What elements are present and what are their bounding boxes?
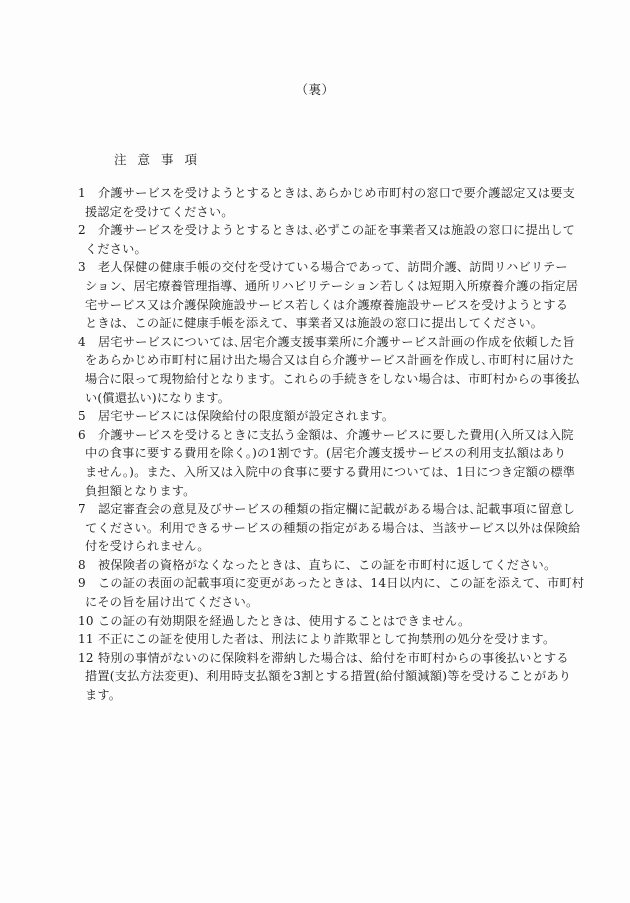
note-line: この証の表面の記載事項に変更があったときは、14日以内に、この証を添えて、市町村 [98,576,585,591]
note-text [85,221,576,258]
note-number: 1 [78,186,86,200]
note-number: 11 [78,632,94,647]
note-item [78,221,576,258]
note-number: 2 [78,223,86,238]
note-item [78,184,576,221]
note-line: 居宅サービスについては､居宅介護支援事業所に介護サービス計画の作成を依頼した旨 [98,334,575,349]
note-line: 介護サービスを受けるときに支払う金額は、介護サービスに要した費用(入所又は入院 [98,427,574,442]
note-line: てください。利用できるサービスの種類の指定がある場合は、当該サービス以外は保険給 [85,520,581,535]
note-text [85,333,580,407]
note-text [98,407,546,426]
note-text [98,612,546,631]
note-item [78,333,580,407]
note-text [85,184,576,221]
note-item [78,630,556,649]
note-item [78,649,572,705]
note-number: 9 [78,576,86,591]
note-line: 援認定を受けてください。 [85,204,234,219]
note-line: 宅サービス又は介護保険施設サービス若しくは介護療養施設サービスを受けようとする [85,297,569,312]
note-line: この証の有効期限を経過したときは、使用することはできません。 [98,613,471,628]
note-line: 不正にこの証を使用した者は、刑法により詐欺罪として拘禁刑の処分を受けます。 [98,632,556,647]
note-text [85,574,585,611]
note-line: 場合に限って現物給付となります。これらの手続きをしない場合は、市町村からの事後払 [85,371,580,386]
note-number: 10 [78,613,94,628]
note-line: 認定審査会の意見及びサービスの種類の指定欄に記載がある場合は､記載事項に留意し [98,502,576,517]
note-line: をあらかじめ市町村に届け出た場合又は自ら介護サービス計画を作成し､市町村に届けた [85,353,575,368]
note-line: 老人保健の健康手帳の交付を受けている場合であって、訪問介護、訪問リハビリテー [98,260,568,275]
note-line: ます。 [85,688,122,703]
notes-list [78,184,585,705]
note-line: 居宅サービスには保険給付の限度額が設定されます。 [98,409,395,424]
note-text [98,630,556,649]
note-line: 被保険者の資格がなくなったときは、直ちに、この証を市町村に返してください。 [98,557,557,572]
note-item [78,574,585,611]
note-item [78,500,581,556]
note-line: ください。 [85,241,147,256]
note-item [78,556,557,575]
note-line: 付を受けられません。 [85,539,210,554]
note-item [78,426,576,500]
note-text [85,426,576,500]
note-line: ときは、この証に健康手帳を添えて、事業者又は施設の窓口に提出してください。 [85,316,544,331]
note-number: 12 [78,650,94,665]
note-line: ません。)。また、入所又は入院中の食事に要する費用については、1日につき定額の標準 [85,464,576,479]
page-side-label: （裏） [295,82,335,97]
note-line: 中の食事に要する費用を除く。)の1割です。(居宅介護支援サービスの利用支払額はあり [85,446,567,461]
note-text [85,258,579,332]
note-number: 6 [78,427,86,442]
note-number: 8 [78,557,86,572]
note-line: 介護サービスを受けようとするときは､あらかじめ市町村の窓口で要介護認定又は要支 [98,186,576,200]
note-number: 4 [78,334,86,349]
section-title: 注意事項 [114,152,209,167]
note-text [85,500,581,556]
note-text [98,556,557,575]
note-number: 3 [78,260,86,275]
note-item [78,407,546,426]
note-item [78,258,579,332]
note-line: 介護サービスを受けようとするときは､必ずこの証を事業者又は施設の窓口に提出して [98,223,576,238]
note-line: 特別の事情がないのに保険料を滞納した場合は、給付を市町村からの事後払いとする [98,650,569,665]
note-number: 5 [78,409,86,424]
note-line: ション、居宅療養管理指導、通所リハビリテーション若しくは短期入所療養介護の指定居 [85,278,579,293]
note-line: い(償還払い)になります。 [85,390,231,405]
note-item [78,612,546,631]
note-number: 7 [78,502,86,517]
note-line: 負担額となります。 [85,483,196,498]
note-line: 措置(支払方法変更)、利用時支払額を3割とする措置(給付額減額)等を受けることがあり [85,669,572,684]
note-line: にその旨を届け出てください。 [85,595,259,610]
